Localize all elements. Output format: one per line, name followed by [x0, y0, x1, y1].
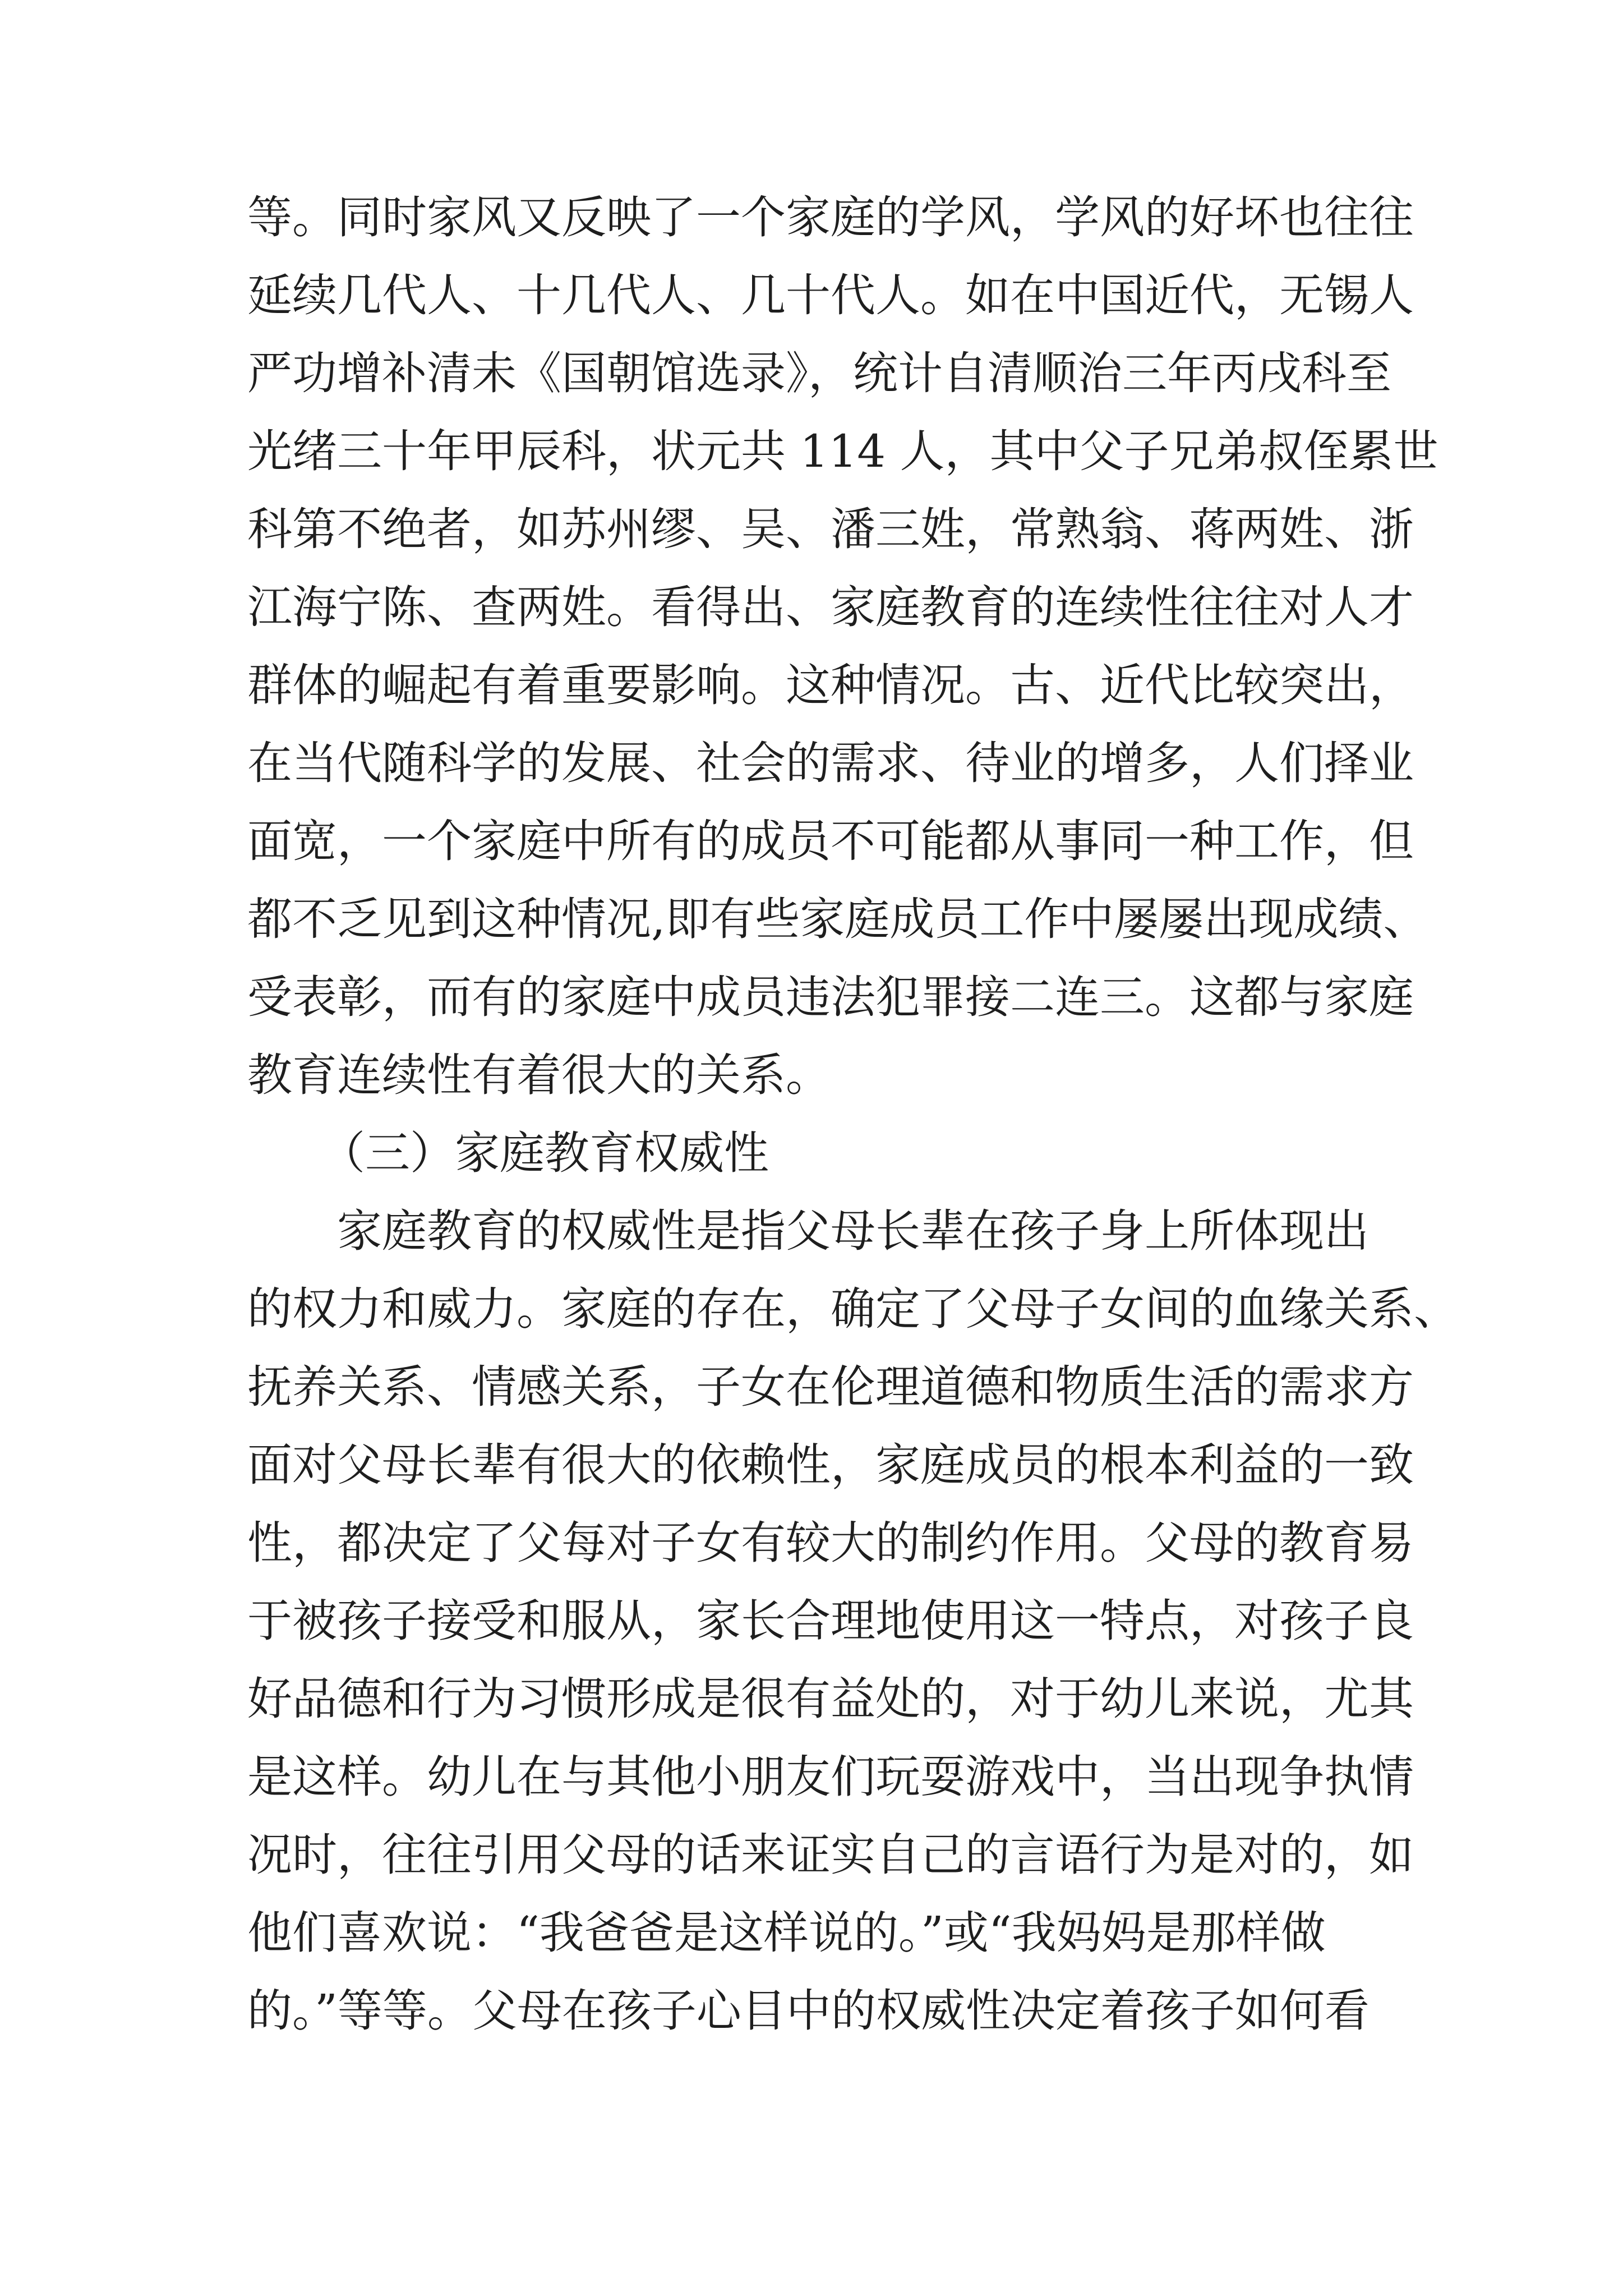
- paragraph-2-line-1: 家庭教育的权威性是指父母长辈在孩子身上所体现出: [337, 1205, 1369, 1257]
- paragraph-1-line-3: 严功增补清未《国朝馆选录》，统计自清顺治三年丙戌科至: [247, 347, 1391, 399]
- paragraph-2-line-4: 面对父母长辈有很大的依赖性，家庭成员的根本利益的一致: [247, 1439, 1414, 1491]
- body-text: [247, 178, 1459, 2050]
- paragraph-2-line-7: 好品德和行为习惯形成是很有益处的，对于幼儿来说，尤其: [247, 1673, 1414, 1725]
- section-heading: （三）家庭教育权威性: [320, 1127, 769, 1179]
- paragraph-1-line-4: 光绪三十年甲辰科，状元共 114 人，其中父子兄弟叔侄累世: [247, 425, 1438, 477]
- paragraph-2-line-8: 是这样。幼儿在与其他小朋友们玩耍游戏中，当出现争执情: [247, 1751, 1414, 1803]
- paragraph-1-line-12: 教育连续性有着很大的关系。: [247, 1049, 831, 1101]
- paragraph-2-line-11: 的。”等等。父母在孩子心目中的权威性决定着孩子如何看: [247, 1985, 1370, 2037]
- paragraph-1-line-7: 群体的崛起有着重要影响。这种情况。古、近代比较突出，: [247, 659, 1414, 711]
- paragraph-1-line-10: 都不乏见到这种情况,即有些家庭成员工作中屡屡出现成绩、: [247, 893, 1428, 945]
- paragraph-2-line-3: 抚养关系、情感关系，子女在伦理道德和物质生活的需求方: [247, 1361, 1414, 1413]
- paragraph-1-line-6: 江海宁陈、查两姓。看得出、家庭教育的连续性往往对人才: [247, 581, 1414, 633]
- paragraph-1-line-11: 受表彰，而有的家庭中成员违法犯罪接二连三。这都与家庭: [247, 971, 1414, 1023]
- paragraph-2-line-2: 的权力和威力。家庭的存在，确定了父母子女间的血缘关系、: [247, 1283, 1459, 1335]
- paragraph-1-line-8: 在当代随科学的发展、社会的需求、待业的增多，人们择业: [247, 737, 1414, 789]
- paragraph-1-line-1: 等。同时家风又反映了一个家庭的学风，学风的好坏也往往: [247, 191, 1414, 243]
- paragraph-2-line-5: 性，都决定了父每对子女有较大的制约作用。父母的教育易: [247, 1517, 1414, 1569]
- paragraph-2-line-10: 他们喜欢说：“我爸爸是这样说的。”或“我妈妈是那样做: [247, 1907, 1326, 1959]
- paragraph-1-line-2: 延续几代人、十几代人、几十代人。如在中国近代，无锡人: [247, 269, 1414, 321]
- paragraph-2-line-6: 于被孩子接受和服从，家长合理地使用这一特点，对孩子良: [247, 1595, 1414, 1647]
- paragraph-1-line-9: 面宽，一个家庭中所有的成员不可能都从事同一种工作，但: [247, 815, 1414, 867]
- paragraph-1-line-5: 科第不绝者，如苏州缪、吴、潘三姓，常熟翁、蒋两姓、浙: [247, 503, 1414, 555]
- paragraph-2-line-9: 况时，往往引用父母的话来证实自己的言语行为是对的，如: [247, 1829, 1414, 1881]
